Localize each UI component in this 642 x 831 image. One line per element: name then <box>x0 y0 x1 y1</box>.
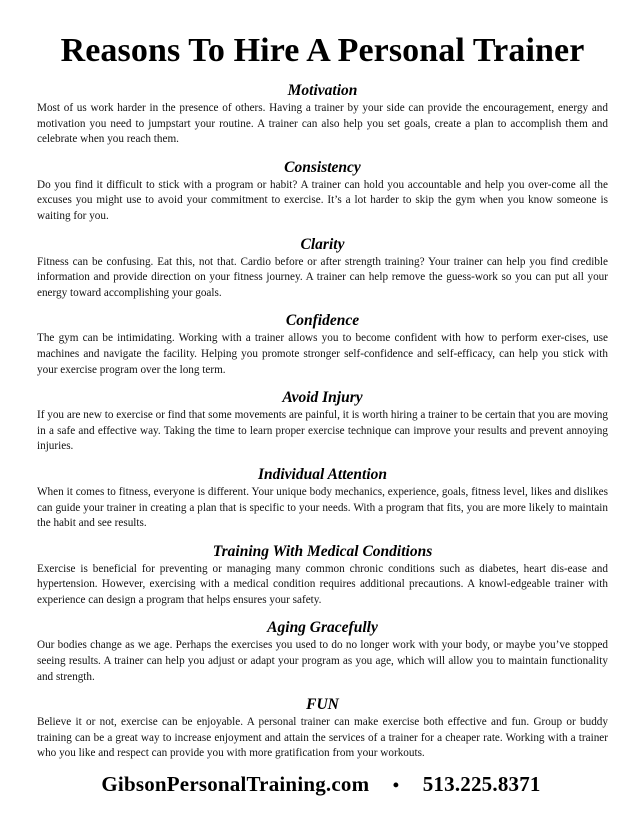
section-body: Our bodies change as we age. Perhaps the exercises you used to do no longer work with your body, or maybe you’ve stopped seeing results. A trainer can help you adjust or adapt your program as you age, which will allow you to maintain functionality and strength. <box>37 639 608 683</box>
section-body: The gym can be intimidating. Working with a trainer allows you to become confident with how to perform exer-cises, use machines and navigate the facility. Helping you promote stronger self-confidence and self-efficacy, can help you stick with your exercise program over the long term. <box>37 332 608 376</box>
section-confidence <box>37 311 608 378</box>
section-aging-gracefully <box>37 618 608 685</box>
section-heading: Avoid Injury <box>282 389 363 407</box>
section-medical-conditions <box>37 542 608 609</box>
section-heading: Motivation <box>287 82 358 99</box>
section-body: Do you find it difficult to stick with a program or habit? A trainer can hold you accountable and help you over-come all the excuses you might use to avoid your commitment to exercise. It’s a lot harder to skip the gym when you know someone is waiting for you. <box>37 178 608 222</box>
phone-number[interactable]: 513.225.8371 <box>422 772 541 796</box>
section-fun <box>37 695 608 762</box>
section-body: When it comes to fitness, everyone is different. Your unique body mechanics, experience, goals, fitness level, likes and dislikes can guide your trainer in creating a plan that is specific to your needs. With a program that fits, you are more likely to maintain the habit and see results. <box>37 485 608 530</box>
section-heading: Individual Attention <box>257 465 388 483</box>
section-avoid-injury <box>37 388 608 455</box>
section-heading: Training With Medical Conditions <box>212 542 433 560</box>
website-link[interactable]: GibsonPersonalTraining.com <box>101 772 370 796</box>
section-heading: Clarity <box>300 235 345 253</box>
section-motivation <box>37 81 608 148</box>
section-heading: Consistency <box>284 158 361 176</box>
section-clarity <box>37 235 608 302</box>
section-body: If you are new to exercise or find that some movements are painful, it is worth hiring a trainer to be certain that you are moving in a safe and effective way. Taking the time to learn proper exercise technique can improve your results and prevent annoying injuries. <box>37 409 608 453</box>
section-heading: Aging Gracefully <box>267 619 378 637</box>
section-consistency <box>37 158 608 225</box>
section-body: Exercise is beneficial for preventing or managing many common chronic conditions such as diabetes, heart dis-ease and hypertension. However, exercising with a medical condition requires additional precautions. A knowl-edgeable trainer with experience can design a program that helps ensures your safety. <box>37 562 608 606</box>
bullet-separator: • <box>392 775 400 795</box>
section-body: Believe it or not, exercise can be enjoyable. A personal trainer can make exercise both effective and fun. Group or buddy training can be a great way to increase enjoyment and attain the services of a trainer for a cheaper rate. Working with a trainer who you like and respect can provide you with more gratification from your workouts. <box>37 716 608 760</box>
section-body: Most of us work harder in the presence of others. Having a trainer by your side can provide the encouragement, energy and motivation you need to jumpstart your routine. A trainer can also help you set goals, create a plan to accomplish them and celebrate when you reach them. <box>37 102 608 146</box>
section-body: Fitness can be confusing. Eat this, not that. Cardio before or after strength training? Your trainer can help you find credible information and provide direction on your fitness journey. A trainer can help remove the guess-work so you can put all your energy toward accomplishing your goals. <box>37 255 608 299</box>
footer <box>0 770 642 799</box>
page-title: Reasons To Hire A Personal Trainer <box>60 32 585 69</box>
section-individual-attention <box>37 465 608 532</box>
section-heading: FUN <box>306 696 339 714</box>
section-heading: Confidence <box>285 312 360 330</box>
